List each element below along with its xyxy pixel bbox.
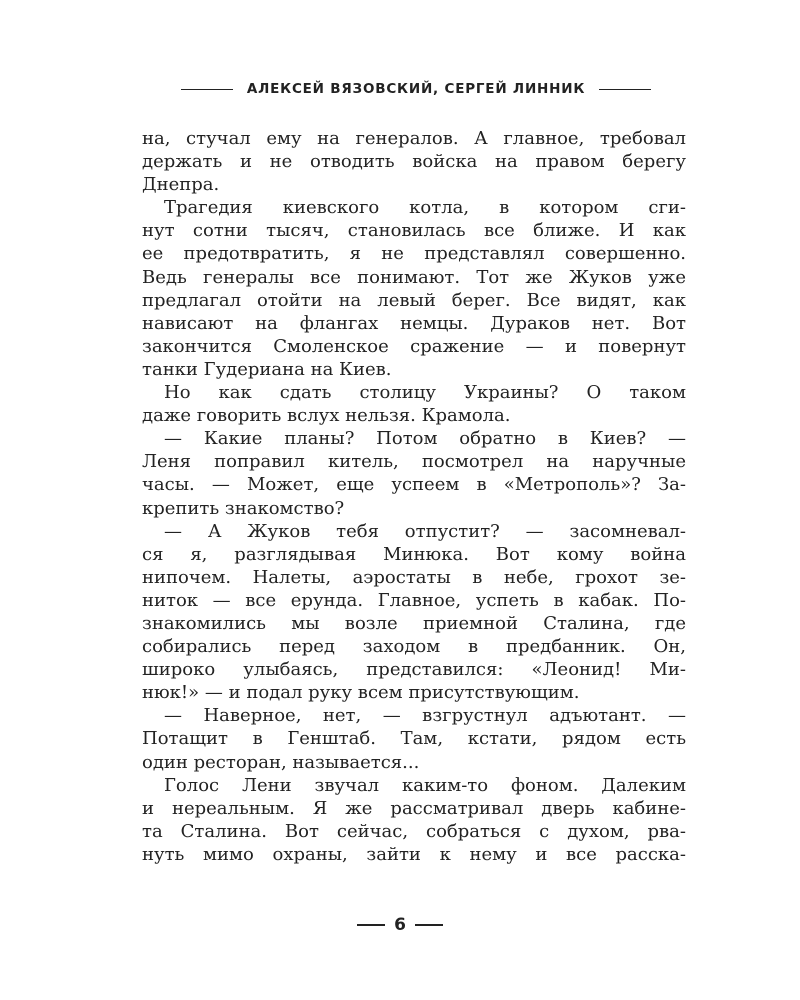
header-rule-right bbox=[599, 89, 651, 90]
footer-dash-left bbox=[357, 924, 385, 926]
text-line: Голос Лени звучал каким-то фоном. Далеким bbox=[164, 774, 686, 796]
text-line: нут сотни тысяч, становилась все ближе. И как bbox=[142, 220, 686, 242]
text-line: нипочем. Налеты, аэростаты в небе, грохот зе- bbox=[142, 566, 686, 588]
text-line: собирались перед заходом в предбанник. Он, bbox=[142, 636, 686, 658]
running-head bbox=[146, 76, 686, 102]
text-line: — Наверное, нет, — взгрустнул адъютант. — bbox=[164, 705, 686, 727]
text-line: Днепра. bbox=[142, 174, 220, 196]
header-authors: АЛЕКСЕЙ ВЯЗОВСКИЙ, СЕРГЕЙ ЛИННИК bbox=[246, 81, 586, 97]
text-line: предлагал отойти на левый берег. Все видят, как bbox=[142, 289, 686, 311]
header-rule-left bbox=[181, 89, 233, 90]
page-number: 6 bbox=[394, 915, 406, 935]
text-line: Но как сдать столицу Украины? О таком bbox=[164, 382, 686, 404]
page-footer bbox=[0, 912, 800, 938]
text-line: Леня поправил китель, посмотрел на наручные bbox=[142, 451, 686, 473]
text-line: — А Жуков тебя отпустит? — засомневал- bbox=[164, 520, 686, 542]
text-line: Потащит в Генштаб. Там, кстати, рядом есть bbox=[142, 728, 686, 750]
text-line: Ведь генералы все понимают. Тот же Жуков уже bbox=[142, 266, 686, 288]
text-line: ее предотвратить, я не представлял совершенно. bbox=[142, 243, 686, 265]
text-line: даже говорить вслух нельзя. Крамола. bbox=[142, 405, 511, 427]
text-line: — Какие планы? Потом обратно в Киев? — bbox=[164, 428, 686, 450]
text-line: часы. — Может, еще успеем в «Метрополь»? За- bbox=[142, 474, 686, 496]
text-line: держать и не отводить войска на правом берегу bbox=[142, 151, 686, 173]
text-line: знакомились мы возле приемной Сталина, где bbox=[142, 612, 686, 634]
text-line: та Сталина. Вот сейчас, собраться с духом, рва- bbox=[142, 820, 686, 842]
text-line: нюк!» — и подал руку всем присутствующим. bbox=[142, 682, 580, 704]
text-line: Трагедия киевского котла, в котором сги- bbox=[164, 197, 686, 219]
text-line: крепить знакомство? bbox=[142, 497, 345, 519]
text-line: широко улыбаясь, представился: «Леонид! Ми- bbox=[142, 659, 686, 681]
text-line: ниток — все ерунда. Главное, успеть в кабак. По- bbox=[142, 589, 686, 611]
body-text bbox=[142, 127, 686, 866]
text-line: на, стучал ему на генералов. А главное, требовал bbox=[142, 128, 686, 149]
text-line: нависают на флангах немцы. Дураков нет. Вот bbox=[142, 312, 686, 334]
text-line: ся я, разглядывая Минюка. Вот кому война bbox=[142, 543, 686, 565]
text-line: и нереальным. Я же рассматривал дверь кабине- bbox=[142, 797, 686, 819]
text-line: танки Гудериана на Киев. bbox=[142, 358, 392, 380]
text-line: один ресторан, называется... bbox=[142, 751, 420, 773]
text-line: нуть мимо охраны, зайти к нему и все расска- bbox=[142, 843, 686, 865]
footer-dash-right bbox=[415, 924, 443, 926]
text-line: закончится Смоленское сражение — и повернут bbox=[142, 335, 686, 357]
